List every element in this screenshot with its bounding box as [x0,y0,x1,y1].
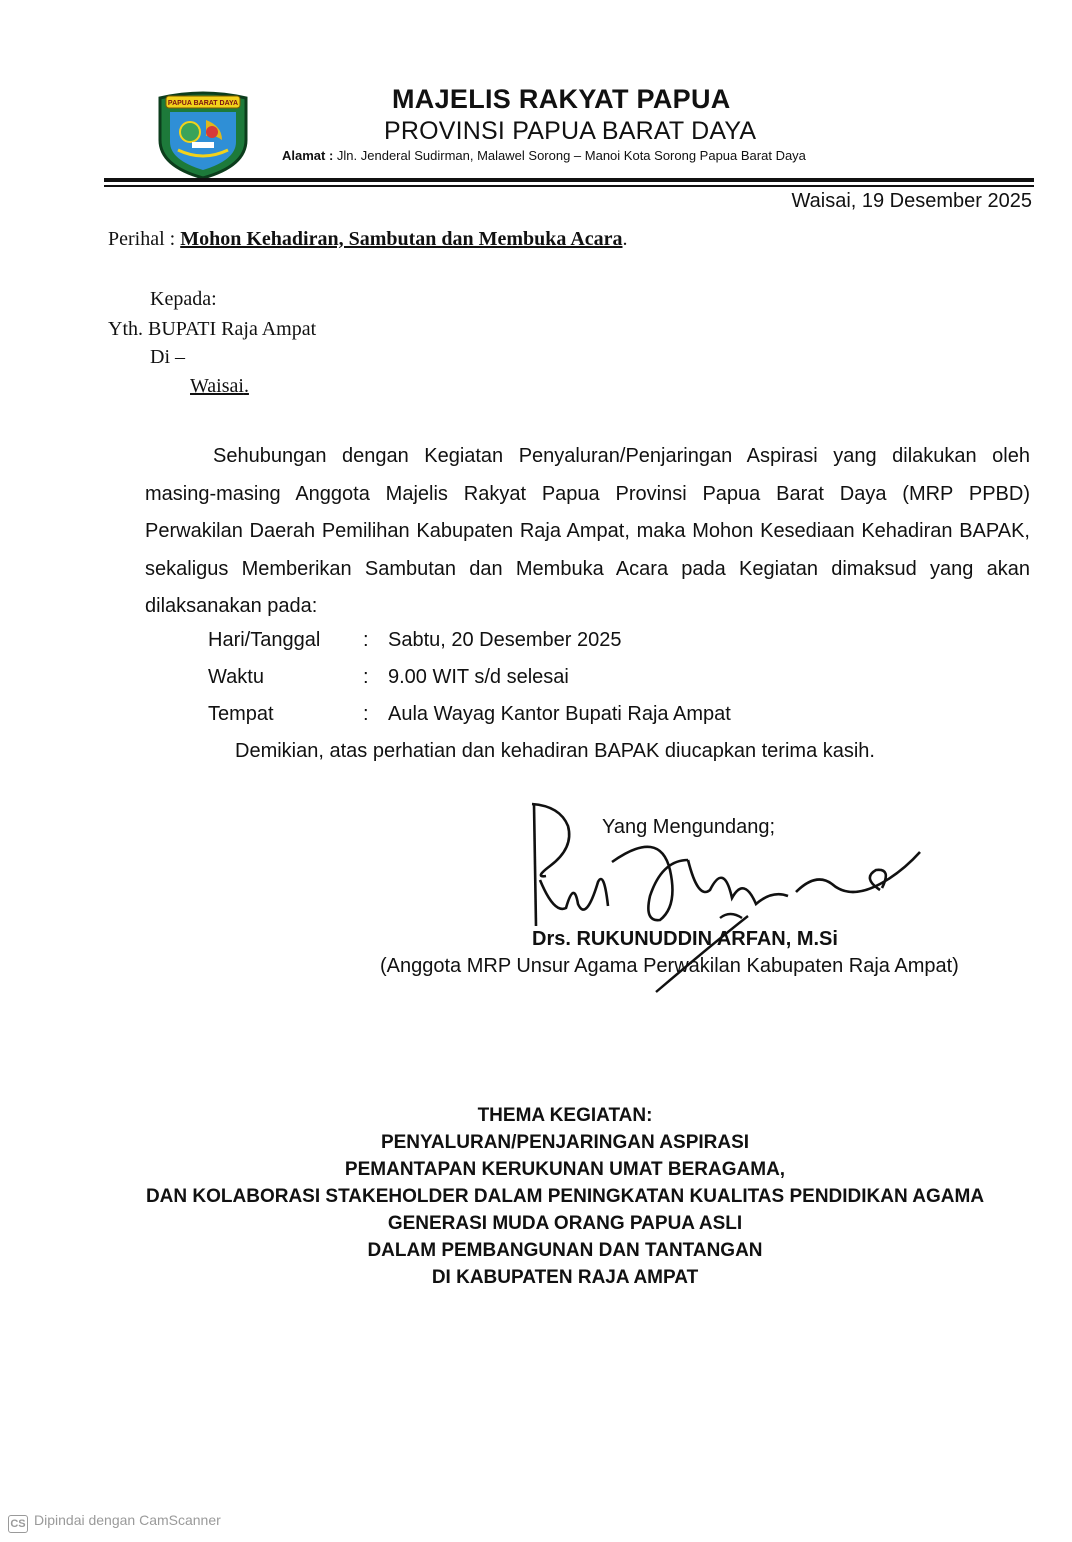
detail-sep: : [363,629,369,651]
detail-label: Tempat [208,703,274,725]
scanner-watermark [8,1512,221,1533]
theme-line: GENERASI MUDA ORANG PAPUA ASLI [387,1213,743,1234]
event-theme [100,1102,1030,1291]
address-label: Alamat : [282,148,334,163]
detail-row-time [208,666,908,692]
di-label: Di – [150,346,185,368]
subject-label: Perihal : [108,228,176,250]
body-paragraph [145,438,1030,626]
to-label: Kepada: [150,288,217,310]
detail-label: Hari/Tanggal [208,629,321,651]
recipient-location [190,375,249,398]
body-text: Sehubungan dengan Kegiatan Penyaluran/Penjaringan Aspirasi yang dilakukan oleh masing-masing Anggota Majelis Rakyat Papua Provinsi Papua Barat Daya (MRP PPBD) Perwakilan Daerah Pemilihan Kabupaten Raja Ampat, maka Mohon Kesediaan Kehadiran BAPAK, sekaligus Memberikan Sambutan dan Membuka Acara pada Kegiatan dimaksud yang akan dilaksanakan pada: [145,445,1030,617]
subject-end: . [622,228,628,250]
regional-emblem-icon [152,88,254,180]
watermark-text: Dipindai dengan CamScanner [34,1512,221,1528]
detail-value: 9.00 WIT s/d selesai [388,666,569,688]
header-rule-thin [104,185,1034,187]
detail-row-date [208,629,908,655]
signature-greeting: Yang Mengundang; [602,816,776,838]
logo-text: PAPUA BARAT DAYA [167,100,239,107]
signatory-name: Drs. RUKUNUDDIN ARFAN, M.Si [532,928,838,950]
org-address [282,148,806,163]
theme-line: DALAM PEMBANGUNAN DAN TANTANGAN [367,1240,763,1261]
camscanner-icon: CS [8,1515,28,1533]
recipient: Yth. BUPATI Raja Ampat [108,318,317,340]
detail-value: Aula Wayag Kantor Bupati Raja Ampat [388,703,731,725]
location-end: . [243,375,249,397]
detail-sep: : [363,666,369,688]
closing-text: Demikian, atas perhatian dan kehadiran BAPAK diucapkan terima kasih. [235,740,875,762]
org-name: MAJELIS RAKYAT PAPUA [392,84,731,114]
signatory-role: (Anggota MRP Unsur Agama Perwakilan Kabupaten Raja Ampat) [380,955,959,977]
detail-row-place [208,703,908,729]
theme-line: DAN KOLABORASI STAKEHOLDER DALAM PENINGKATAN KUALITAS PENDIDIKAN AGAMA [145,1186,985,1207]
location-text: Waisai [190,375,244,397]
subject-line [108,228,628,251]
theme-line: DI KABUPATEN RAJA AMPAT [431,1267,699,1288]
letter-date: Waisai, 19 Desember 2025 [791,190,1032,212]
detail-sep: : [363,703,369,725]
theme-line: PEMANTAPAN KERUKUNAN UMAT BERAGAMA, [344,1159,786,1180]
theme-line: THEMA KEGIATAN: [477,1105,653,1126]
detail-value: Sabtu, 20 Desember 2025 [388,629,622,651]
theme-line: PENYALURAN/PENJARINGAN ASPIRASI [380,1132,750,1153]
header-rule-thick [104,178,1034,182]
address-text: Jln. Jenderal Sudirman, Malawel Sorong – Manoi Kota Sorong Papua Barat Daya [336,148,806,163]
province-name: PROVINSI PAPUA BARAT DAYA [384,117,757,145]
subject-text: Mohon Kehadiran, Sambutan dan Membuka Acara [180,228,623,250]
detail-label: Waktu [208,666,264,688]
